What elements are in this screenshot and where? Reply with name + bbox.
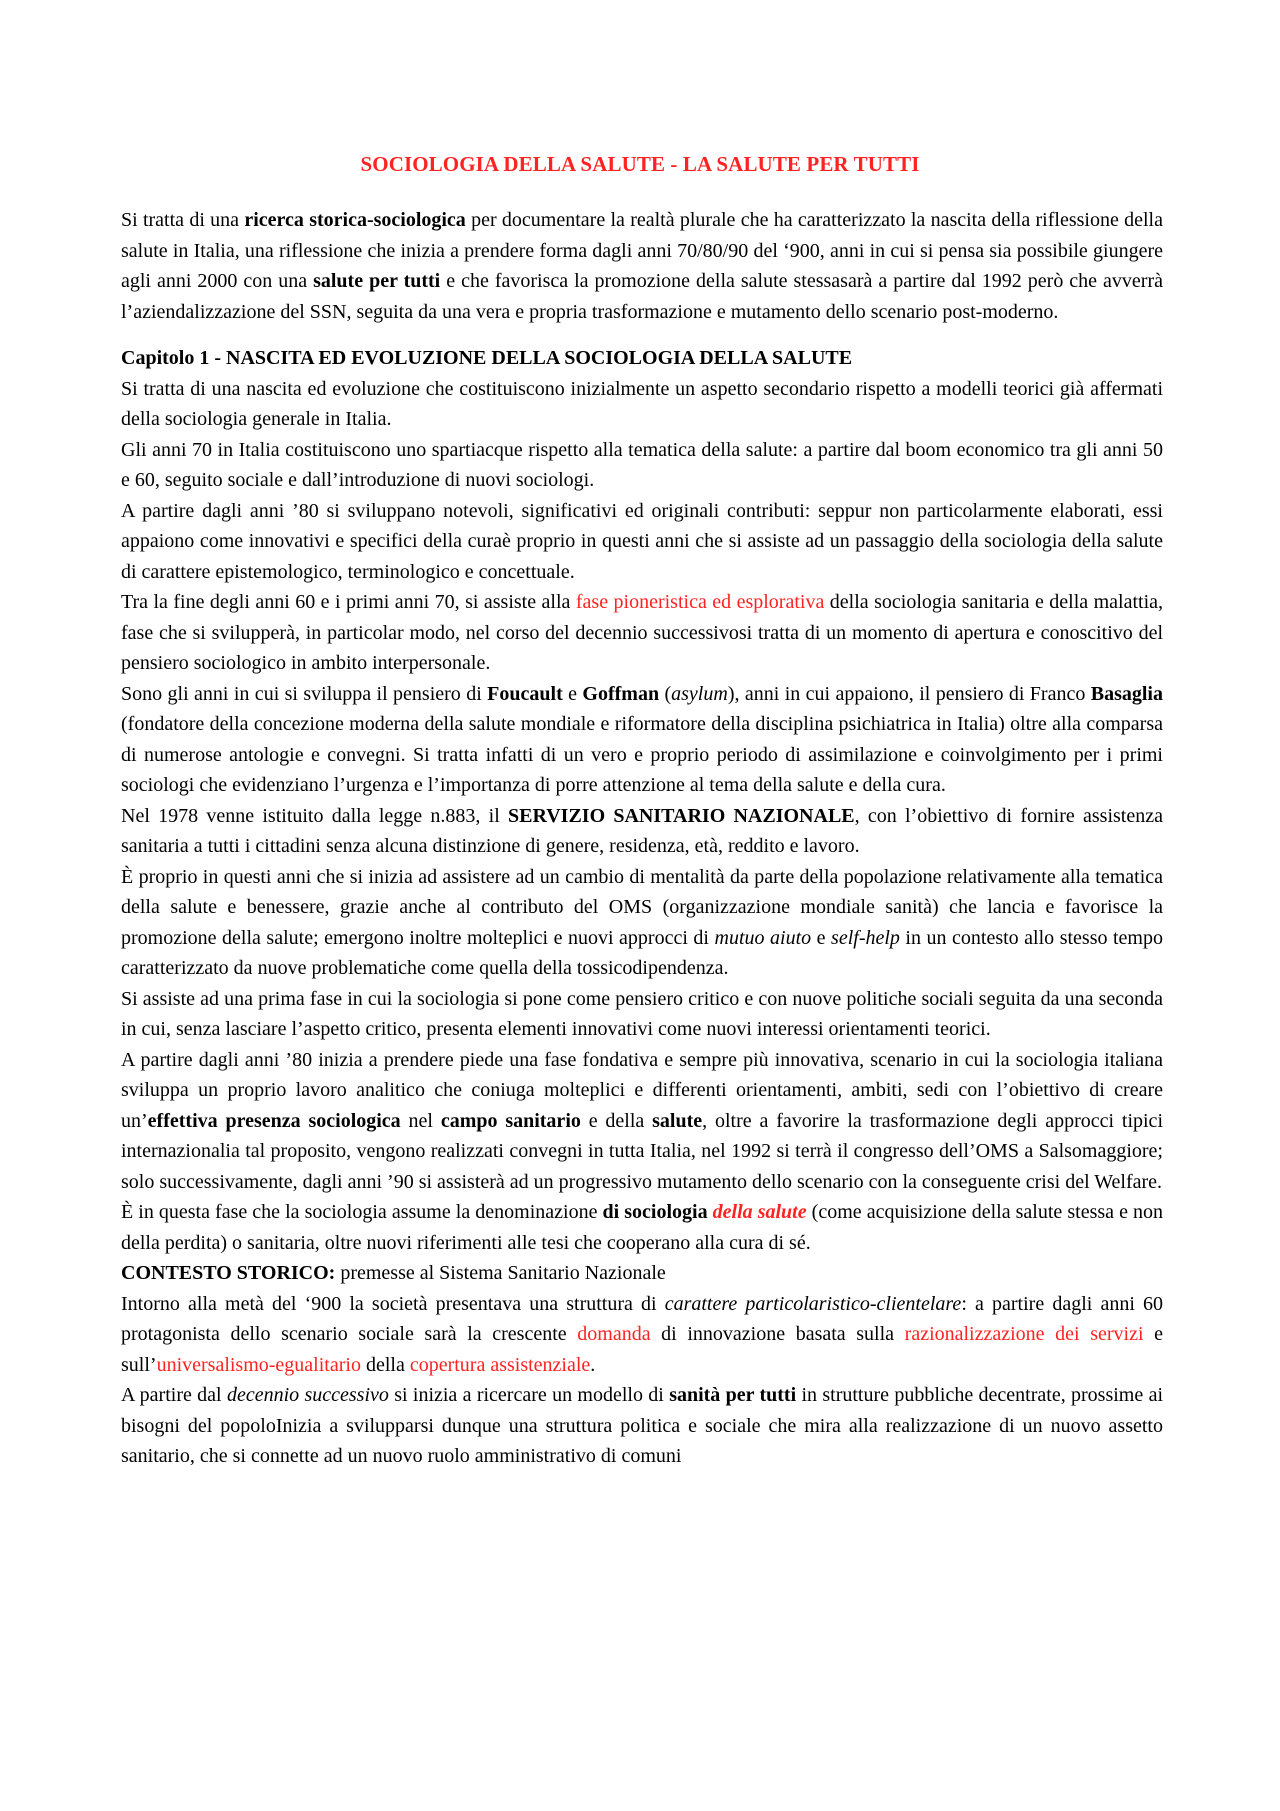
text-run: , oltre a favorire la trasformazione degli approcci tipici internazionalia tal proposito, vengono realizzati convegni in tutta Italia, nel 1992 si terrà il congresso dell’OMS a Salsomaggiore; solo successivamente, dagli anni ’90 si assisterà ad un progressivo mutamento dello scenario con la conseguente crisi del Welfare. — [121, 1109, 1163, 1193]
bold-term: Foucault — [487, 682, 563, 705]
paragraph-7 — [121, 862, 1163, 984]
text-run: Intorno alla metà del ‘900 la società presentava una struttura di — [121, 1292, 665, 1315]
text-run: nel — [400, 1109, 441, 1132]
highlighted-term: universalismo-egualitario — [156, 1353, 361, 1376]
text-run: : a partire dagli anni 60 protagonista dello scenario sociale sarà la crescente — [121, 1292, 1164, 1345]
chapter-heading — [121, 343, 1163, 374]
bold-term: effettiva presenza sociologica — [147, 1109, 401, 1132]
text-run: e sull’ — [121, 1323, 1163, 1376]
text-run: Sono gli anni in cui si sviluppa il pensiero di — [121, 682, 488, 705]
text-run: di innovazione basata sulla — [650, 1323, 905, 1345]
highlighted-term: razionalizzazione dei servizi — [904, 1323, 1144, 1345]
text-run: della — [360, 1353, 410, 1376]
context-heading — [121, 1258, 1163, 1289]
paragraph-8: Si assiste ad una prima fase in cui la sociologia si pone come pensiero critico e con nuove politiche sociali seguita da una seconda in cui, senza lasciare l’aspetto critico, presenta elementi innovativi come nuovi interessi orientamenti teorici. — [121, 987, 1163, 1040]
text-run: e — [562, 682, 583, 705]
paragraph-9 — [121, 1045, 1163, 1198]
text-run: e — [811, 926, 832, 949]
text-run: in strutture pubbliche decentrate, prossime ai bisogni del popoloInizia a svilupparsi dunque una struttura politica e sociale che mira alla realizzazione di un nuovo assetto sanitario, che si connette ad un nuovo ruolo amministrativo di comuni — [121, 1384, 1164, 1467]
paragraph-10 — [121, 1197, 1163, 1258]
italic-term: carattere particolaristico-clientelare — [664, 1292, 962, 1315]
text-run: . — [590, 1353, 596, 1376]
text-run: Si tratta di una — [121, 209, 245, 231]
italic-term: decennio successivo — [226, 1384, 389, 1406]
paragraph-6 — [121, 801, 1163, 862]
document-body — [121, 205, 1163, 1472]
text-run: si inizia a ricercare un modello di — [388, 1384, 670, 1406]
bold-term: salute per tutti — [313, 270, 441, 292]
highlighted-term: domanda — [577, 1323, 651, 1345]
paragraph-4 — [121, 587, 1163, 679]
bold-term: ricerca storica-sociologica — [244, 209, 466, 231]
paragraph-11 — [121, 1289, 1163, 1381]
bold-term: di sociologia — [602, 1201, 708, 1223]
bold-term: campo sanitario — [440, 1109, 581, 1132]
paragraph-2: Gli anni 70 in Italia costituiscono uno spartiacque rispetto alla tematica della salute: a partire dal boom economico tra gli anni 50 e 60, seguito sociale e dall’introduzione di nuovi sociologi. — [121, 438, 1163, 491]
text-run: e che favorisca la promozione della salute stessasarà a partire dal 1992 però che avverrà l’aziendalizzazione del SSN, seguita da una vera e propria trasformazione e mutamento dello scenario post-moderno. — [121, 270, 1163, 323]
highlighted-term: copertura assistenziale — [409, 1353, 591, 1376]
text-run: , con l’obiettivo di fornire assistenza sanitaria a tutti i cittadini senza alcuna distinzione di genere, residenza, età, reddito e lavoro. — [121, 804, 1163, 857]
highlighted-term: fase pioneristica ed esplorativa — [575, 591, 825, 613]
text-run: Nel 1978 venne istituito dalla legge n.883, il — [121, 804, 509, 827]
text-run: ), anni in cui appaiono, il pensiero di Franco — [727, 682, 1091, 705]
text-run: per documentare la realtà plurale che ha caratterizzato la nascita della riflessione della salute in Italia, una riflessione che inizia a prendere forma dagli anni 70/80/90 del ‘900, anni in cui si pensa sia possibile giungere agli anni 2000 con una — [121, 209, 1163, 292]
text-run: A partire dal — [121, 1384, 227, 1406]
bold-term: Basaglia — [1090, 682, 1163, 705]
document-title: SOCIOLOGIA DELLA SALUTE - LA SALUTE PER TUTTI — [360, 152, 920, 176]
intro-paragraph — [121, 205, 1163, 327]
paragraph-1: Si tratta di una nascita ed evoluzione che costituiscono inizialmente un aspetto secondario rispetto a modelli teorici già affermati della sociologia generale in Italia. — [121, 377, 1163, 430]
text-run: È in questa fase che la sociologia assume la denominazione — [121, 1201, 603, 1223]
section-subtitle: premesse al Sistema Sanitario Nazionale — [335, 1262, 666, 1284]
text-run: È proprio in questi anni che si inizia ad assistere ad un cambio di mentalità da parte della popolazione relativamente alla tematica della salute e benessere, grazie anche al contributo del OMS (organizzazione mondiale sanità) che lancia e favorisce la promozione della salute; emergono inoltre molteplici e nuovi approcci di — [121, 865, 1163, 949]
italic-term: mutuo aiuto — [714, 926, 812, 949]
bold-term: SERVIZIO SANITARIO NAZIONALE — [508, 804, 855, 827]
paragraph-5 — [121, 679, 1163, 801]
text-run: Tra la fine degli anni 60 e i primi anni 70, si assiste alla — [121, 591, 576, 613]
text-run: in un contesto allo stesso tempo caratterizzato da nuove problematiche come quella della tossicodipendenza. — [121, 926, 1163, 979]
chapter-heading-text: Capitolo 1 - NASCITA ED EVOLUZIONE DELLA SOCIOLOGIA DELLA SALUTE — [121, 347, 853, 369]
text-run: A partire dagli anni ’80 inizia a prendere piede una fase fondativa e sempre più innovativa, scenario in cui la sociologia italiana sviluppa un proprio lavoro analitico che coniuga molteplici e differenti orientamenti, ambiti, sedi con l’obiettivo di creare un’ — [121, 1048, 1163, 1132]
bold-term: sanità per tutti — [669, 1384, 797, 1406]
bold-term: salute — [652, 1109, 703, 1132]
text-run: ( — [659, 682, 672, 705]
text-run: e della — [580, 1109, 653, 1132]
italic-term: asylum — [671, 682, 728, 705]
bold-term: Goffman — [582, 682, 660, 705]
text-run: (fondatore della concezione moderna della salute mondiale e riformatore della disciplina psichiatrica in Italia) oltre alla comparsa di numerose antologie e convegni. Si tratta infatti di un vero e proprio periodo di assimilazione e coinvolgimento per i primi sociologi che evidenziano l’urgenza e l’importanza di porre attenzione al tema della salute e della cura. — [121, 713, 1163, 796]
text-run: della sociologia sanitaria e della malattia, fase che si svilupperà, in particolar modo, nel corso del decennio successivosi tratta di un momento di apertura e conoscitivo del pensiero sociologico in ambito interpersonale. — [121, 591, 1163, 674]
highlighted-italic-term: della salute — [712, 1201, 807, 1223]
paragraph-3: A partire dagli anni ’80 si sviluppano notevoli, significativi ed originali contributi: seppur non particolarmente elaborati, essi appaiono come innovativi e specifici della curaè proprio in questi anni che si assiste ad un passaggio della sociologia della salute di carattere epistemologico, terminologico e concettuale. — [121, 499, 1163, 583]
text-run: (come acquisizione della salute stessa e non della perdita) o sanitaria, oltre nuovi riferimenti alle tesi che cooperano alla cura di sé. — [121, 1201, 1164, 1254]
section-heading-text: CONTESTO STORICO: — [121, 1262, 336, 1284]
paragraph-12 — [121, 1380, 1163, 1472]
italic-term: self-help — [831, 926, 900, 949]
